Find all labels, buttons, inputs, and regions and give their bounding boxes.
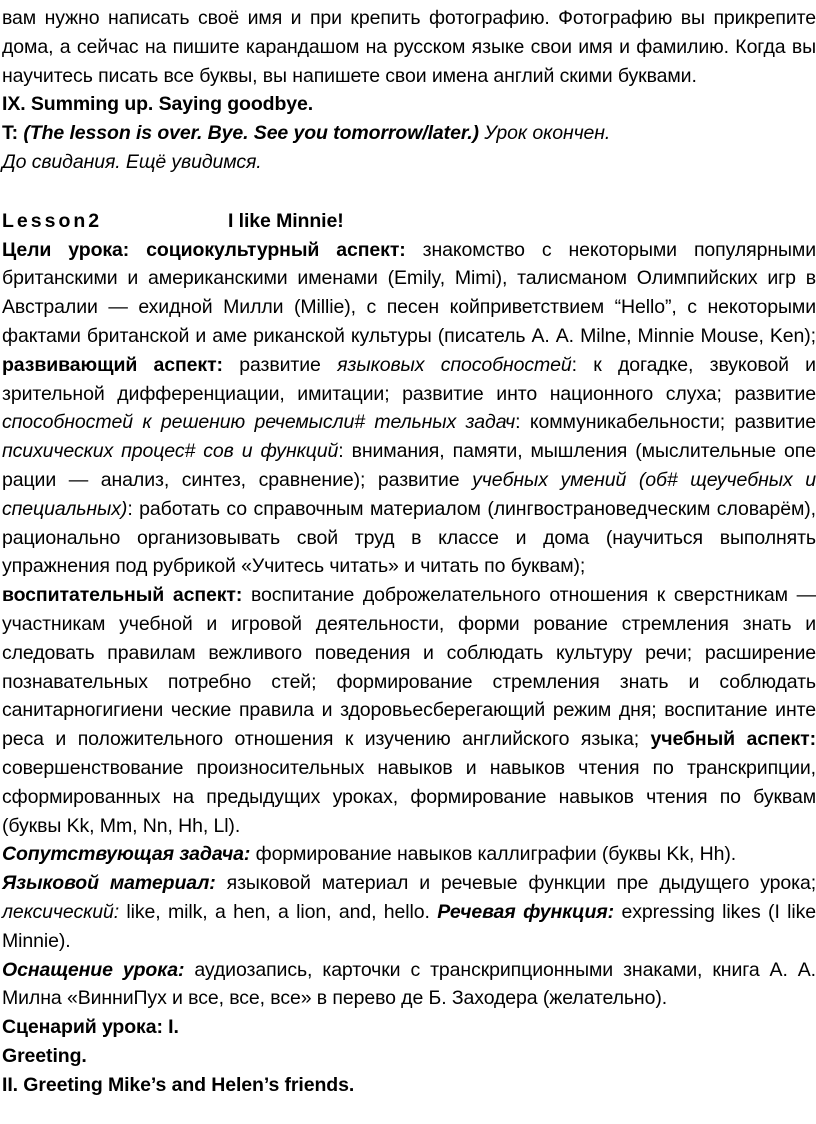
dev-label: развивающий аспект:	[2, 353, 223, 376]
language-material-paragraph	[2, 869, 816, 955]
dev-italic-4: учебных умений (об# щеучебных и специальных)	[2, 468, 816, 520]
scenario-heading: Сценарий урока: I.	[2, 1016, 179, 1039]
dev-italic-1: языковых способностей	[337, 353, 572, 376]
lexical-text: like, milk, a hen, a lion, and, hello.	[126, 900, 430, 923]
lesson-heading	[2, 207, 816, 236]
edu-paragraph	[2, 581, 816, 840]
accompanying-label: Сопутствующая задача:	[2, 843, 251, 866]
language-material-text: языковой материал и речевые функции пре дыдущего урока;	[226, 872, 816, 895]
dev-italic-3: психических процес# сов и функций	[2, 440, 339, 463]
spacer	[2, 177, 816, 201]
socio-label: социокультурный аспект:	[146, 238, 406, 261]
dev-text-4: : внимания, памяти, мышления (мыслительные опе рации — анализ, синтез, сравнение); развитие	[2, 440, 816, 491]
dev-italic-2: способностей к решению речемысли# тельных задач	[2, 411, 516, 434]
teacher-line	[2, 119, 816, 148]
teacher-english: (The lesson is over. Bye. See you tomorrow/later.)	[23, 122, 479, 145]
teacher-russian-1: Урок окончен.	[484, 122, 611, 145]
goals-paragraph	[2, 236, 816, 582]
greeting-heading: Greeting.	[2, 1044, 87, 1067]
section-heading-summing-up: IX. Summing up. Saying goodbye.	[2, 93, 314, 116]
lesson-title: I like Minnie!	[228, 209, 344, 232]
speech-function-label: Речевая функция:	[437, 900, 615, 923]
accompanying-paragraph	[2, 840, 816, 869]
equipment-paragraph	[2, 956, 816, 1014]
lexical-label: лексический:	[2, 900, 120, 923]
dev-text-3: : коммуникабельности; развитие	[515, 411, 816, 434]
equipment-label: Оснащение урока:	[2, 958, 185, 981]
equipment-text: аудиозапись, карточки с транскрипционными знаками, книга А. А. Милна «ВинниПух и все, все, все» в перево де Б. Заходера (желательно).	[2, 958, 816, 1010]
intro-paragraph: вам нужно написать своё имя и при крепить фотографию. Фотографию вы прикрепите дома, а сейчас на пишите карандашом на русском языке свои имя и фамилию. Когда вы научитесь писать все буквы, вы напишете свои имена англий скими буквами.	[2, 7, 816, 87]
study-label: учебный аспект:	[650, 728, 816, 751]
dev-text-1: развитие	[239, 353, 321, 376]
language-material-label: Языковой материал:	[2, 872, 216, 895]
section-heading-greeting-friends: II. Greeting Mike’s and Helen’s friends.	[2, 1073, 355, 1096]
socio-text: знакомство с некоторыми популярными британскими и американскими именами (Emily, Mimi), талисманом Олимпийских игр в Австралии — ехидной Милли (Millie), с песен койприветствием “Hello”, с некоторыми фактами британской и аме риканской культуры (писатель А. А. Milne, Minnie Mouse, Ken);	[2, 238, 816, 347]
teacher-russian-2: До свидания. Ещё увидимся.	[2, 150, 262, 173]
edu-text: воспитание доброжелательного отношения к сверстникам — участникам учебной и игровой деятельности, форми рование стремления знать и следовать правилам вежливого поведения и соблюдать культуру речи; расширение познавательных потребно стей; формирование стремления знать и соблюдать санитарногигиени ческие правила и здоровьесберегающий режим дня; воспитание инте реса и положительного отношения к изучению английского языка;	[2, 584, 816, 751]
teacher-prefix: T:	[2, 122, 19, 145]
accompanying-text: формирование навыков каллиграфии (буквы Kk, Hh).	[255, 843, 737, 866]
study-text: совершенствование произносительных навыков и навыков чтения по транскрипции, сформированных на предыдущих уроках, формирование навыков чтения по буквам (буквы Kk, Mm, Nn, Hh, Ll).	[2, 756, 816, 837]
goals-label: Цели урока:	[2, 238, 130, 261]
lesson-code: Lesson2	[2, 209, 103, 232]
dev-text-2: : к догадке, звуковой и зрительной дифференциации, имитации; развитие инто национного слуха; развитие	[2, 353, 816, 405]
dev-text-5: : работать со справочным материалом (лингвострановедческим словарём), рационально организовывать свой труд в классе и дома (научиться выполнять упражнения под рубрикой «Учитесь читать» и читать по буквам);	[2, 497, 816, 578]
edu-label: воспитательный аспект:	[2, 584, 243, 607]
speech-function-text: expressing likes (I like Minnie).	[2, 900, 816, 952]
